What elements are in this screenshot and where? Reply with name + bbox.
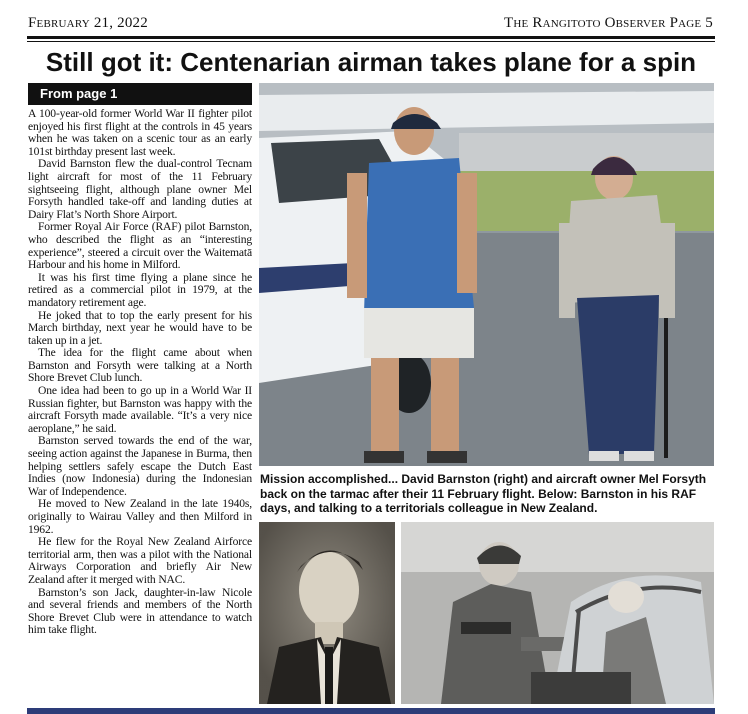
article-paragraph: Barnston served towards the end of the war, seeing action against the Japanese in Burma, then helping settlers safely escape the Dutch East Indies (now Indonesia) during the Indonesian War of Independence. (28, 434, 252, 498)
continued-from-kicker: From page 1 (28, 83, 252, 105)
article-paragraph: David Barnston flew the dual-control Tecnam light aircraft for most of the 11 February sightseeing flight, although plane owner Mel Forsyth handled take-off and landing duties at Dairy Flat’s North Shore Airport. (28, 157, 252, 221)
running-head (504, 15, 713, 32)
issue-date: February 21, 2022 (28, 15, 148, 31)
article-paragraph: One idea had been to go up in a World War II Russian fighter, but Barnston was happy with the aircraft Forsyth made available. “It’s a very nice aeroplane,” he said. (28, 384, 252, 435)
headline: Still got it: Centenarian airman takes plane for a spin (45, 47, 697, 77)
article-paragraph: He joked that to top the early present for his March birthday, next year he would have to be taken up in a jet. (28, 308, 252, 347)
header-rule-thin (27, 41, 715, 42)
article-paragraph: It was his first time flying a plane since he retired as a commercial pilot in 1979, at the mandatory retirement age. (28, 270, 252, 309)
page-number: Page 5 (669, 15, 713, 31)
article-paragraph: A 100-year-old former World War II fighter pilot enjoyed his first flight at the controls in 45 years when he was taken on a scenic tour as an early 101st birthday present last week. (28, 107, 252, 158)
article-paragraph: Barnston’s son Jack, daughter-in-law Nicole and several friends and members of the North Shore Brevet Club were in attendance to watch him take flight. (28, 585, 252, 637)
article-paragraph: Former Royal Air Force (RAF) pilot Barnston, who described the flight as an “interesting experience”, steered a circuit over the Waitematā Harbour and his home in Milford. (28, 220, 252, 272)
cockpit-photo (401, 522, 714, 704)
cockpit-illustration (401, 522, 714, 704)
article-paragraph: He moved to New Zealand in the late 1940s, originally to Wairau Valley and then Milford in 1962. (28, 497, 252, 536)
raf-portrait-photo (259, 522, 395, 704)
article-paragraph: He flew for the Royal New Zealand Airforce territorial arm, then was a pilot with the National Airways Corporation and briefly Air New Zealand after it merged with NAC. (28, 535, 252, 586)
article-paragraph: The idea for the flight came about when Barnston and Forsyth were talking at a North Shore Brevet Club lunch. (28, 346, 252, 385)
photo-caption: Mission accomplished... David Barnston (right) and aircraft owner Mel Forsyth back on the tarmac after their 11 February flight. Below: Barnston in his RAF days, and talking to a territorials colleague in New Zealand. (260, 472, 707, 515)
main-photo (259, 83, 714, 466)
article-body (28, 108, 252, 637)
portrait-illustration (259, 522, 395, 704)
footer-bar (27, 708, 715, 714)
header-rule-thick (27, 36, 715, 39)
publication-name: The Rangitoto Observer (504, 15, 666, 31)
tarmac-scene-illustration (259, 83, 714, 466)
